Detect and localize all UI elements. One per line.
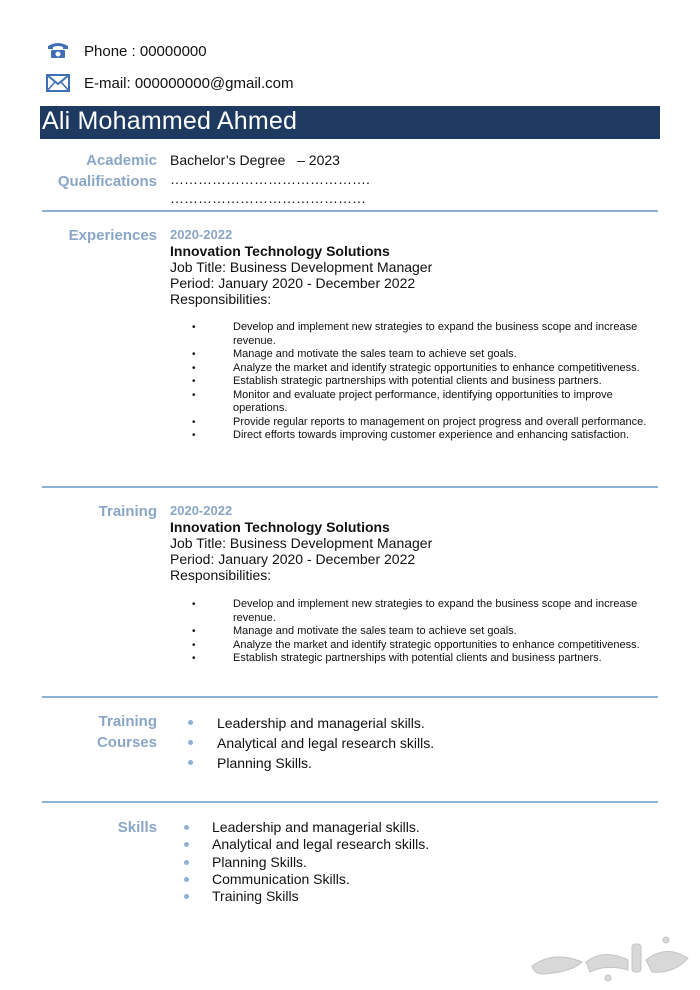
skills-label: Skills bbox=[117, 819, 157, 836]
list-item: • Analyze the market and identify strategic opportunities to enhance competitiveness. bbox=[188, 639, 648, 653]
list-item: • Establish strategic partnerships with potential clients and business partners. bbox=[188, 375, 648, 389]
envelope-icon bbox=[46, 74, 70, 92]
experience-period: Period: January 2020 - December 2022 bbox=[170, 275, 416, 291]
experiences-label: Experiences bbox=[68, 227, 157, 244]
experience-responsibilities bbox=[188, 321, 648, 443]
list-item: Planning Skills. bbox=[188, 753, 434, 773]
academic-content bbox=[170, 151, 370, 208]
experience-company: Innovation Technology Solutions bbox=[170, 243, 390, 259]
phone-icon bbox=[46, 40, 70, 60]
training-courses-label bbox=[97, 711, 157, 753]
list-item: • Analyze the market and identify strategic opportunities to enhance competitiveness. bbox=[188, 362, 648, 376]
training-responsibilities bbox=[188, 598, 648, 666]
list-item: • Manage and motivate the sales team to achieve set goals. bbox=[188, 625, 648, 639]
degree-text: Bachelor’s Degree – 2023 bbox=[170, 152, 340, 168]
list-item: • Provide regular reports to management on project progress and overall performance. bbox=[188, 416, 648, 430]
section-divider bbox=[42, 486, 658, 488]
list-item: Planning Skills. bbox=[184, 854, 429, 871]
name-bar bbox=[40, 106, 660, 139]
email-row bbox=[46, 74, 70, 92]
list-item: • Manage and motivate the sales team to achieve set goals. bbox=[188, 348, 648, 362]
email-text: E-mail: 000000000@gmail.com bbox=[84, 75, 294, 92]
section-divider bbox=[42, 801, 658, 803]
section-divider bbox=[42, 210, 658, 212]
list-item: Leadership and managerial skills. bbox=[184, 819, 429, 836]
training-courses-label-line2: Courses bbox=[96, 734, 157, 751]
list-item: • Develop and implement new strategies to expand the business scope and increase revenue. bbox=[188, 598, 648, 625]
list-item: • Develop and implement new strategies to expand the business scope and increase revenue. bbox=[188, 321, 648, 348]
section-divider bbox=[42, 696, 658, 698]
academic-label bbox=[58, 150, 157, 192]
list-item: • Establish strategic partnerships with potential clients and business partners. bbox=[188, 652, 648, 666]
academic-dots-1: ……………………………………. bbox=[170, 171, 370, 187]
training-label: Training bbox=[98, 503, 157, 520]
training-content bbox=[170, 503, 432, 583]
academic-label-line1: Academic bbox=[86, 152, 157, 169]
full-name: Ali Mohammed Ahmed bbox=[42, 107, 298, 135]
experiences-content bbox=[170, 227, 432, 307]
training-job-title: Job Title: Business Development Manager bbox=[170, 535, 433, 551]
experience-resp-title: Responsibilities: bbox=[170, 291, 272, 307]
training-period: Period: January 2020 - December 2022 bbox=[170, 551, 416, 567]
list-item: Training Skills bbox=[184, 888, 429, 905]
training-resp-title: Responsibilities: bbox=[170, 567, 272, 583]
training-courses-list bbox=[188, 713, 434, 773]
list-item: • Monitor and evaluate project performance, identifying opportunities to improve operations. bbox=[188, 389, 648, 416]
academic-dots-2: …………………………………… bbox=[170, 190, 366, 206]
list-item: Leadership and managerial skills. bbox=[188, 713, 434, 733]
training-courses-label-line1: Training bbox=[98, 713, 157, 730]
academic-label-line2: Qualifications bbox=[57, 173, 157, 190]
phone-text: Phone : 00000000 bbox=[84, 43, 207, 60]
training-year: 2020-2022 bbox=[170, 503, 233, 518]
experience-year: 2020-2022 bbox=[170, 227, 233, 242]
phone-row bbox=[46, 40, 70, 60]
skills-list bbox=[184, 819, 429, 905]
experience-job-title: Job Title: Business Development Manager bbox=[170, 259, 433, 275]
watermark-logo bbox=[524, 932, 694, 984]
list-item: Analytical and legal research skills. bbox=[184, 836, 429, 853]
training-company: Innovation Technology Solutions bbox=[170, 519, 390, 535]
list-item: Analytical and legal research skills. bbox=[188, 733, 434, 753]
list-item: Communication Skills. bbox=[184, 871, 429, 888]
list-item: • Direct efforts towards improving customer experience and enhancing satisfaction. bbox=[188, 429, 648, 443]
